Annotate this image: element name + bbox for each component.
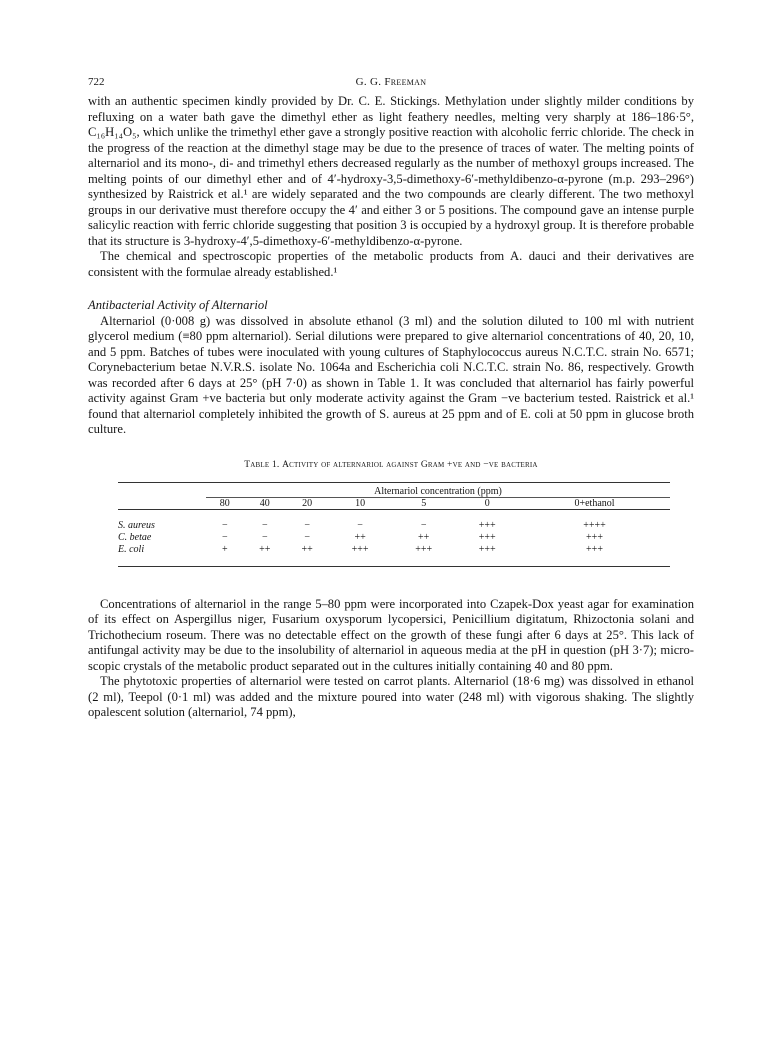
- column-header: 5: [392, 497, 456, 509]
- table-caption: [88, 460, 694, 470]
- column-header: 80: [206, 497, 244, 509]
- table-cell: +++: [351, 543, 369, 555]
- table-cell: +++: [478, 519, 496, 531]
- table-cell: +++: [478, 543, 496, 555]
- table-cell: ++: [354, 531, 366, 543]
- column-header: 40: [244, 497, 286, 509]
- column-header: 20: [286, 497, 328, 509]
- paragraph-chemical-properties: The chemical and spectroscopic properties of the metabolic products from A. dauci and their derivatives are consistent with the formulae already established.¹: [88, 249, 694, 279]
- table-cell: −: [221, 531, 228, 543]
- paragraph-phytotoxic: The phytotoxic properties of alternariol were tested on carrot plants. Alternariol (18·6 mg) was dissolved in ethanol (2 ml), Teepol (0·1 ml) was added and the mixture poured into water (248 ml) with vigorous shaking. The slightly opalescent solution (alternariol, 74 ppm),: [88, 674, 694, 719]
- page-number: 722: [88, 76, 105, 88]
- table-cell: ++++: [583, 519, 606, 531]
- paragraph-antifungal: Concentrations of alternariol in the range 5–80 ppm were incorporated into Czapek-Dox yeast agar for examination of its effect on Aspergillus niger, Fusarium oxysporum lycopersici, Penicillium digitatum, Rhizoctonia solani and Trichothecium roseum. There was no detectable effect on the growth of these fungi after 6 days at 25°. This lack of antifungal activity may be due to the insolubility of alternariol in aqueous media at the pH in question (pH 3·7); micro-scopic crystals of the metabolic product separated out in the cultures initially containing 40 and 80 ppm.: [88, 596, 694, 673]
- table-cell: ++: [259, 543, 271, 555]
- table-cell: +: [221, 543, 228, 555]
- table-title: Activity of alternariol against Gram +ve and −ve bacteria: [282, 459, 538, 470]
- paragraph-methylation: with an authentic specimen kindly provided by Dr. C. E. Stickings. Methylation under slightly milder conditions by refluxing on a water bath gave the dimethyl ether as light feathery needles, melting very sharply at 186–186·5°, C₁₆H₁₄O₅, which unlike the trimethyl ether gave a strongly positive reaction with alcoholic ferric chloride. The check in the progress of the reaction at the dimethyl stage may be due to the presence of traces of water. The melting points of alternariol and its mono-, di- and trimethyl ethers decreased regularly as the number of methoxyl groups increased. The melting points of our dimethyl ether and of 4′-hydroxy-3,5-dimethoxy-6′-methyldibenzo-α-pyrone (m.p. 293–296°) synthesized by Raistrick et al.¹ are widely separated and the two compounds are clearly different. The two methoxyl groups in our derivative must therefore occupy the 4′ and either 3 or 5 positions. The compound gave an intense purple salicylic reaction with ferric chloride suggesting that position 3 is occupied by a hydroxyl group. It is therefore probable that its structure is 3-hydroxy-4′,5-dimethoxy-6′-methyldibenzo-α-pyrone.: [88, 94, 694, 248]
- organism-name: E. coli: [118, 544, 145, 555]
- page-header: [88, 76, 694, 94]
- table-cell: −: [221, 519, 228, 531]
- paragraph-antibacterial: Alternariol (0·008 g) was dissolved in absolute ethanol (3 ml) and the solution diluted to 100 ml with nutrient glycerol medium (≡80 ppm alternariol). Serial dilutions were prepared to give alternariol concentrations of 40, 20, 10, and 5 ppm. Batches of tubes were inoculated with young cultures of Staphylococcus aureus N.C.T.C. strain No. 6571; Corynebacterium betae N.V.R.S. isolate No. 1064a and Escherichia coli N.C.T.C. strain No. 86, respectively. Growth was recorded after 6 days at 25° (pH 7·0) as shown in Table 1. It was concluded that alternariol has fairly powerful activity against Gram +ve bacteria but only moderate activity against the Gram −ve bacterium tested. Raistrick et al.¹ found that alternariol completely inhibited the growth of S. aureus at 25 ppm and of E. coli at 50 ppm in glucose broth culture.: [88, 313, 694, 436]
- table-cell: +++: [478, 531, 496, 543]
- table-row: [118, 544, 670, 556]
- table-cell: −: [304, 519, 310, 531]
- table-cell: −: [261, 531, 268, 543]
- journal-page: [88, 76, 694, 721]
- table-cell: +++: [586, 531, 603, 543]
- running-head: G. G. Freeman: [355, 76, 427, 88]
- table-cell: +++: [586, 543, 603, 555]
- table-cell: −: [261, 519, 268, 531]
- table-cell: −: [304, 531, 310, 543]
- group-header: Alternariol concentration (ppm): [206, 486, 670, 498]
- table-row: [118, 520, 670, 532]
- table-row: [118, 532, 670, 544]
- organism-name: C. betae: [118, 532, 152, 543]
- table-cell: −: [420, 519, 427, 531]
- column-header: 0: [455, 497, 519, 509]
- table-cell: ++: [418, 531, 430, 543]
- table-cell: +++: [415, 543, 433, 555]
- column-header-row: [118, 497, 670, 509]
- activity-table: [118, 482, 670, 567]
- column-header: 10: [328, 497, 392, 509]
- section-heading: Antibacterial Activity of Alternariol: [88, 298, 268, 312]
- table-cell: ++: [301, 543, 313, 555]
- column-header: 0+ethanol: [519, 497, 670, 509]
- table-label: Table 1.: [244, 459, 280, 470]
- organism-name: S. aureus: [118, 520, 155, 531]
- table-cell: −: [357, 519, 363, 531]
